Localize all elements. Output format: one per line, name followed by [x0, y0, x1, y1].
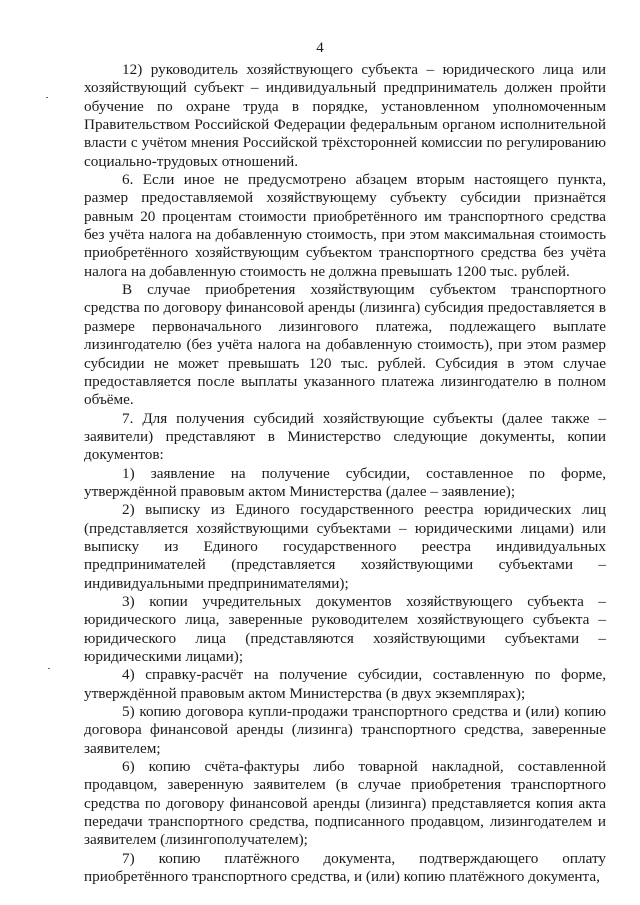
list-item-6: 6) копию счёта-фактуры либо товарной накладной, составленной продавцом, заверенную заявителем (в случае приобретения транспортного средства по договору финансовой аренды (лизинга) представляется копия акта передачи транспортного средства, подписанного продавцом, лизингодателем и заявителем (лизингополучателем); — [84, 758, 606, 849]
list-item-4: 4) справку-расчёт на получение субсидии, составленную по форме, утверждённой правовым актом Министерства (в двух экземплярах); — [84, 666, 606, 702]
paragraph-clause-7: 7. Для получения субсидий хозяйствующие субъекты (далее также – заявители) представляют в Министерство следующие документы, копии документов: — [84, 409, 606, 464]
paragraph-leasing: В случае приобретения хозяйствующим субъектом транспортного средства по договору финансовой аренды (лизинга) субсидия предоставляется в размере первоначального лизингового платежа, подлежащего выплате лизингодателю (без учёта налога на добавленную стоимость), при этом размер субсидии не может превышать 120 тыс. рублей. Субсидия в этом случае предоставляется после выплаты указанного платежа лизингодателю в полном объёме. — [84, 281, 606, 409]
paragraph-item-12: 12) руководитель хозяйствующего субъекта – юридического лица или хозяйствующий субъект – индивидуальный предприниматель должен пройти обучение по охране труда в порядке, установленном уполномоченным Правительством Российской Федерации федеральным органом исполнительной власти с учётом мнения Российской трёхсторонней комиссии по регулированию социально-трудовых отношений. — [84, 61, 606, 170]
list-item-7: 7) копию платёжного документа, подтверждающего оплату приобретённого транспортного средства, и (или) копию платёжного документа, — [84, 849, 606, 886]
document-body — [84, 61, 606, 886]
scan-speck — [46, 97, 48, 98]
list-item-2: 2) выписку из Единого государственного реестра юридических лиц (представляется хозяйствующими субъектами – юридическими лицами) или выписку из Единого государственного реестра индивидуальных предпринимателей (представляется хозяйствующими субъектами – индивидуальными предпринимателями); — [84, 501, 606, 592]
list-item-3: 3) копии учредительных документов хозяйствующего субъекта – юридического лица, заверенные руководителем хозяйствующего субъекта – юридического лица (представляются хозяйствующими субъектами – юридическими лицами); — [84, 592, 606, 665]
scan-speck — [48, 668, 50, 669]
page-number: 4 — [316, 40, 324, 56]
list-item-1: 1) заявление на получение субсидии, составленное по форме, утверждённой правовым актом Министерства (далее – заявление); — [84, 464, 606, 500]
list-item-5: 5) копию договора купли-продажи транспортного средства и (или) копию договора финансовой аренды (лизинга) транспортного средства, заверенные заявителем; — [84, 703, 606, 757]
paragraph-clause-6: 6. Если иное не предусмотрено абзацем вторым настоящего пункта, размер предоставляемой хозяйствующему субъекту субсидии признаётся равным 20 процентам стоимости приобретённого им транспортного средства без учёта налога на добавленную стоимость, при этом максимальная стоимость приобретённого хозяйствующим субъектом транспортного средства без учёта налога на добавленную стоимость не должна превышать 1200 тыс. рублей. — [84, 171, 606, 280]
